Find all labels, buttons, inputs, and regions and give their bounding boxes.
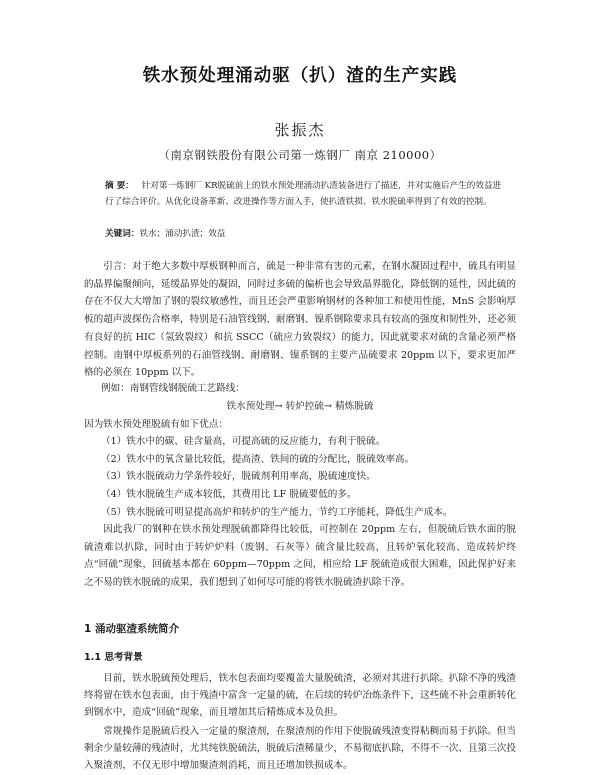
section-heading: 1 涌动驱渣系统简介 xyxy=(84,623,179,635)
keywords-text: 铁水；涌动扒渣；效益 xyxy=(139,229,226,239)
example-line: 例如：南钢管线钢脱硫工艺路线： xyxy=(101,383,245,394)
subsection-heading: 1.1 思考背景 xyxy=(84,652,143,663)
list-item: （2）铁水中的氧含量比较低，提高渣、铁间的硫的分配比，脱硫效率高。 xyxy=(101,453,415,465)
intro-paragraph: 引言：对于绝大多数中厚板钢种而言，硫是一种非常有害的元素，在钢水凝固过程中，硫具有明显的晶界偏聚倾向，延缓晶界处的凝固，同时过多硫的偏析也会导致晶界脆化，降低钢的延性，因此硫的存在不仅大大增加了钢的裂纹敏感性，而且还会严重影响钢材的各种加工和使用性能，MnS 会影响厚板的超声波探伤合格率，特别是石油管线钢、耐磨钢、镍系钢除要求具有较高的强度和韧性外，还必须有良好的抗 HIC（氢致裂纹）和抗 SSCC（硫应力致裂纹）的能力，因此就要求对硫的含量必须严格控制。南钢中厚板系列的石油管线钢、耐磨钢、镍系钢的主要产品硫要求 20ppm 以下，要求更加严格的必须在 10ppm 以下。 xyxy=(84,261,516,379)
advantages-list xyxy=(101,433,521,522)
body-paragraph: 因此我厂的钢种在铁水预处理脱硫都降得比较低，可控制在 20ppm 左右，但脱硫后铁水面的脱硫渣难以扒除，同时由于转炉炉料（废钢、石灰等）硫含量比较高，且转炉氧化较高、造成转炉终点“回硫”现象，回硫基本都在 60ppm—70ppm 之间，相应给 LF 脱硫造成很大困难，因此保护好来之不易的铁水脱硫的成果，我们想到了如何尽可能的将铁水脱硫渣扒除干净。 xyxy=(84,524,516,588)
keywords xyxy=(105,227,507,242)
author-name: 张振杰 xyxy=(274,121,326,139)
process-route: 铁水预处理→ 转炉控硫→ 精炼脱硫 xyxy=(226,401,374,412)
advantages-intro: 因为铁水预处理脱硫有如下优点： xyxy=(84,419,228,430)
abstract-text: 针对第一炼钢厂 KR脱硫前上的铁水预处理涌动扒渣装备进行了描述，并对实施后产生的效益进行了综合评价。从优化设备革新、改进操作等方面入手，使扒渣铁损、铁水脱硫率得到了有效的控制。 xyxy=(105,181,502,207)
paper-title: 铁水预处理涌动驱（扒）渣的生产实践 xyxy=(142,66,458,86)
keywords-label: 关键词： xyxy=(105,229,140,239)
list-item: （1）铁水中的碳、硅含量高，可提高硫的反应能力，有利于脱硫。 xyxy=(101,436,386,447)
abstract xyxy=(105,179,507,210)
body-paragraph: 常规操作是脱硫后投入一定量的聚渣剂，在聚渣剂的作用下使脱硫残渣变得粘稠而易于扒除。但当剩余少量较薄的残渣时，尤其纯铁脱硫法，脱硫后渣稀量少，不易彻底扒除，不得不一次、且第三次投入聚渣剂，不仅无形中增加聚渣剂消耗，而且还增加铁损成本。 xyxy=(84,726,516,772)
list-item: （4）铁水脱硫生产成本较低，其费用比 LF 脱硫要低的多。 xyxy=(101,489,357,501)
list-item: （5）铁水脱硫可明显提高高炉和转炉的生产能力，节约工序能耗，降低生产成本。 xyxy=(101,506,453,518)
abstract-label: 摘 要： xyxy=(105,181,134,191)
list-item: （3）铁水脱硫动力学条件较好，脱硫剂利用率高，脱硫速度快。 xyxy=(101,471,376,483)
body-paragraph: 目前，铁水脱硫预处理后，铁水包表面均要覆盖大量脱硫渣，必须对其进行扒除。扒除不净的残渣终将留在铁水包表面，由于残渣中富含一定量的硫，在后续的转炉冶炼条件下，这些硫不补会重新转化到钢水中，造成“回硫”现象，而且增加其后精炼成本及负担。 xyxy=(84,673,516,719)
author-affiliation: （南京钢铁股份有限公司第一炼钢厂 南京 210000） xyxy=(158,148,442,162)
